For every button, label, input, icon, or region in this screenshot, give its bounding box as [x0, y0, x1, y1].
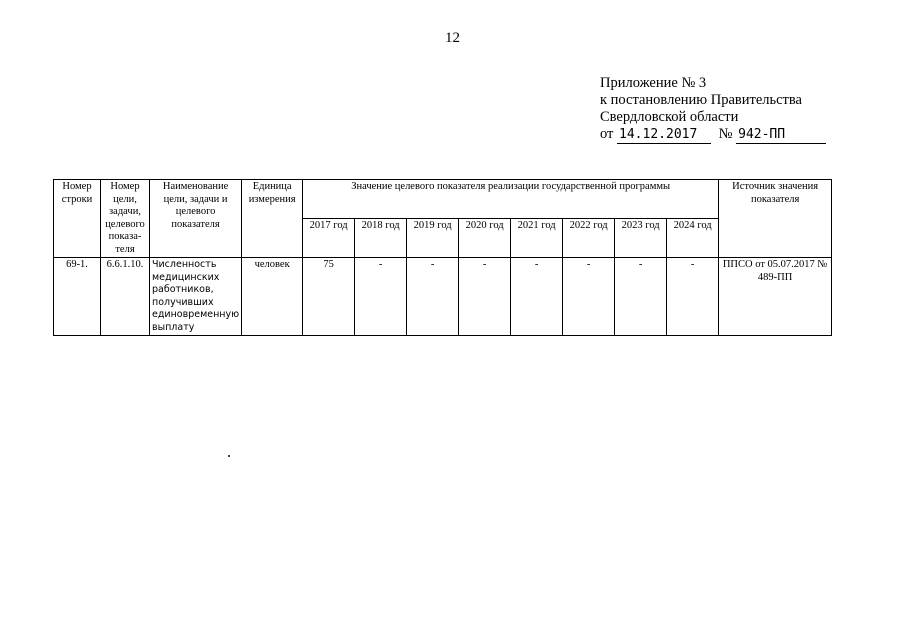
header-unit: Единица измерения: [242, 180, 303, 258]
appendix-line-resolution: к постановлению Правительства: [600, 92, 802, 108]
header-year: 2017 год: [303, 219, 355, 258]
cell-row-number: 69-1.: [54, 258, 101, 336]
appendix-line-region: Свердловской области: [600, 109, 739, 125]
header-year: 2018 год: [355, 219, 407, 258]
header-year: 2023 год: [615, 219, 667, 258]
resolution-number: 942-ПП: [736, 126, 826, 144]
appendix-date-line: [600, 126, 826, 144]
table-header-row: [54, 180, 832, 219]
cell-source: ППСО от 05.07.2017 № 489-ПП: [719, 258, 832, 336]
cell-value: -: [407, 258, 459, 336]
cell-value: -: [667, 258, 719, 336]
cell-value: -: [615, 258, 667, 336]
number-label: №: [718, 126, 733, 142]
cell-value: -: [563, 258, 615, 336]
header-year: 2020 год: [459, 219, 511, 258]
cell-value: 75: [303, 258, 355, 336]
header-source: Источник значения показателя: [719, 180, 832, 258]
cell-unit: человек: [242, 258, 303, 336]
cell-value: -: [355, 258, 407, 336]
appendix-title: Приложение № 3: [600, 75, 707, 91]
cell-goal-number: 6.6.1.10.: [101, 258, 150, 336]
appendix-block: [600, 75, 826, 144]
header-name: Наименование цели, задачи и целевого показателя: [150, 180, 242, 258]
cell-value: -: [511, 258, 563, 336]
header-year: 2019 год: [407, 219, 459, 258]
header-row-number: Номер строки: [54, 180, 101, 258]
date-prefix: от: [600, 126, 614, 142]
header-year: 2022 год: [563, 219, 615, 258]
indicator-table: [53, 179, 832, 336]
resolution-date: 14.12.2017: [617, 126, 711, 144]
stray-dot: [228, 455, 230, 457]
header-goal-number: Номер цели, задачи, целевого показа-теля: [101, 180, 150, 258]
page-number: 12: [445, 30, 460, 46]
header-year: 2021 год: [511, 219, 563, 258]
header-year: 2024 год: [667, 219, 719, 258]
cell-value: -: [459, 258, 511, 336]
cell-name: Численность медицинских работников, получивших единовременную выплату: [150, 258, 242, 336]
header-values-group: Значение целевого показателя реализации государственной программы: [303, 180, 719, 219]
table-row: [54, 258, 832, 336]
